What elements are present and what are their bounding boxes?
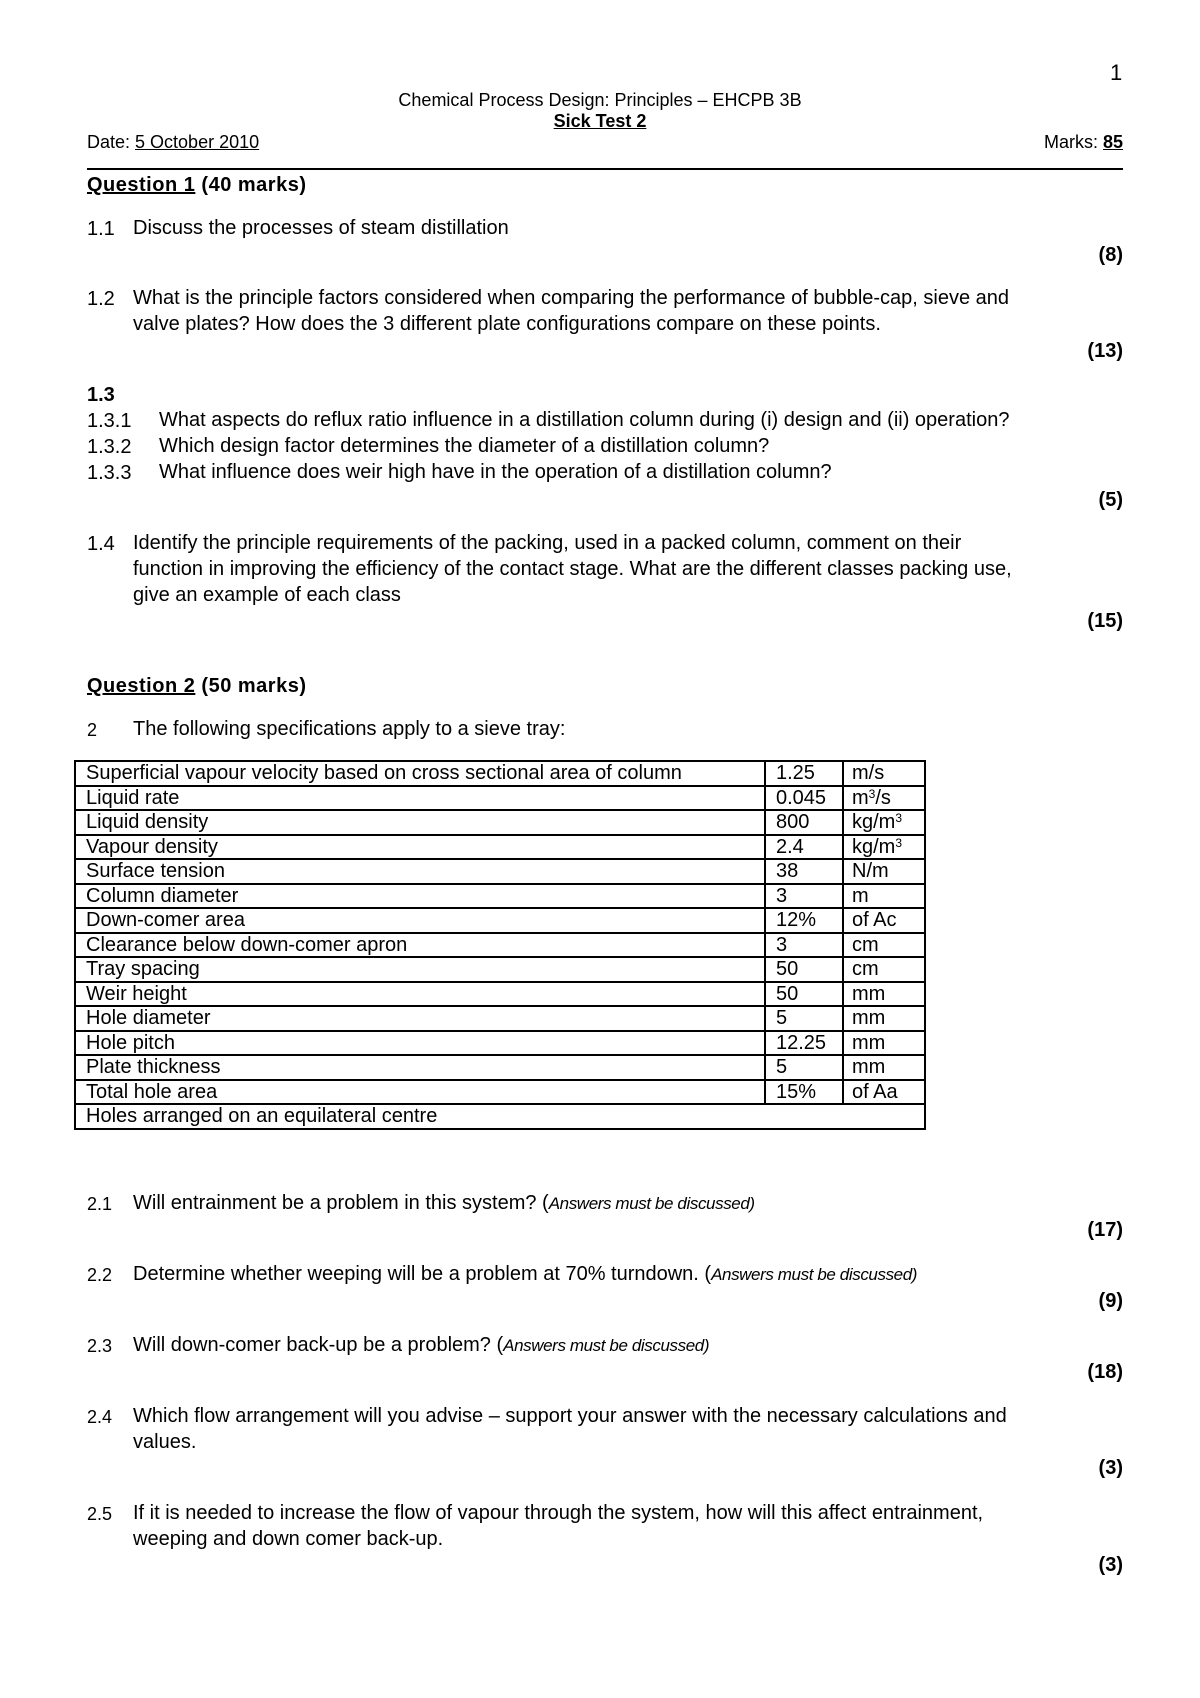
q2-2-close: ): [911, 1265, 918, 1284]
q2-5-marks: (3): [1098, 1554, 1123, 1576]
total-marks: [1044, 132, 1123, 153]
row-unit: [843, 786, 925, 811]
question-1-heading: [87, 174, 306, 197]
row-label: Liquid density: [75, 810, 765, 835]
table-row: [75, 1006, 925, 1031]
q2-4-line-2: values.: [133, 1431, 197, 1453]
page-number: 1: [1110, 60, 1123, 85]
table-row: [75, 933, 925, 958]
q1-4-line-1: Identify the principle requirements of the packing, used in a packed column, comment on their: [133, 532, 962, 554]
q2-4-line-1: Which flow arrangement will you advise – support your answer with the necessary calculations and: [133, 1405, 1007, 1427]
unit-base: kg/m: [852, 835, 896, 858]
q1-4-marks: (15): [1087, 610, 1123, 632]
q1-3-1-text: What aspects do reflux ratio influence in a distillation column during (i) design and (ii) operation?: [159, 409, 1010, 431]
q1-2-line-2: valve plates? How does the 3 different plate configurations compare on these points.: [133, 313, 881, 335]
unit-base: kg/m: [852, 811, 896, 834]
row-label: Vapour density: [75, 835, 765, 860]
spec-table: [74, 760, 926, 1130]
marks-value: 85: [1102, 132, 1123, 152]
q2-3-number: 2.3: [87, 1336, 113, 1356]
row-label: Surface tension: [75, 859, 765, 884]
row-unit: mm: [843, 1031, 925, 1056]
test-title: Sick Test 2: [553, 111, 647, 131]
table-row: [75, 859, 925, 884]
row-label: Plate thickness: [75, 1055, 765, 1080]
q2-2-text: [133, 1261, 917, 1288]
marks-label: Marks:: [1043, 132, 1103, 152]
header-rule: [87, 168, 1123, 170]
row-label: Tray spacing: [75, 957, 765, 982]
row-label: Weir height: [75, 982, 765, 1007]
row-value: 5: [765, 1006, 843, 1031]
row-unit: [843, 810, 925, 835]
q2-4-number: 2.4: [87, 1407, 113, 1427]
q1-1-marks: (8): [1098, 244, 1123, 266]
q2-3-note: Answers must be discussed: [503, 1336, 704, 1355]
row-unit: mm: [843, 1055, 925, 1080]
q2-3-text: [133, 1332, 709, 1359]
question-2-heading: [87, 675, 306, 698]
row-value: 12.25: [765, 1031, 843, 1056]
q2-5-text: [133, 1500, 983, 1552]
q1-2-line-1: What is the principle factors considered when comparing the performance of bubble-cap, sieve and: [133, 287, 1010, 309]
table-row: [75, 1031, 925, 1056]
date-label: Date:: [87, 132, 136, 152]
q2-2-question: Determine whether weeping will be a problem at 70% turndown. (: [133, 1263, 712, 1285]
question-2-title: Question 2: [87, 675, 196, 697]
row-unit: [843, 835, 925, 860]
table-row: [75, 810, 925, 835]
row-value: 3: [765, 933, 843, 958]
q1-2-marks: (13): [1087, 340, 1123, 362]
table-row: [75, 835, 925, 860]
date-line: [87, 132, 259, 153]
row-label: Down-comer area: [75, 908, 765, 933]
course-title: Chemical Process Design: Principles – EHCPB 3B: [398, 90, 802, 110]
table-row: [75, 957, 925, 982]
unit-sup: 3: [868, 786, 876, 801]
row-label: Hole diameter: [75, 1006, 765, 1031]
q1-4-line-2: function in improving the efficiency of the contact stage. What are the different classes packing use,: [133, 558, 1012, 580]
unit-tail: /s: [875, 786, 891, 809]
unit-sup: 3: [895, 835, 903, 850]
q1-3-3-number: 1.3.3: [87, 462, 132, 484]
q1-3-2-text: Which design factor determines the diameter of a distillation column?: [159, 435, 770, 457]
q2-1-number: 2.1: [87, 1194, 113, 1214]
row-value: 2.4: [765, 835, 843, 860]
row-label: Clearance below down-comer apron: [75, 933, 765, 958]
q2-3-question: Will down-comer back-up be a problem? (: [133, 1334, 504, 1356]
q2-1-text: [133, 1190, 755, 1217]
row-unit: cm: [843, 957, 925, 982]
question-1-marks: (40 marks): [195, 174, 307, 196]
row-value: 50: [765, 982, 843, 1007]
table-row: [75, 884, 925, 909]
row-unit: cm: [843, 933, 925, 958]
row-label: Column diameter: [75, 884, 765, 909]
unit-base: m: [852, 786, 869, 809]
q2-intro-number: 2: [87, 720, 98, 740]
q1-2-text: [133, 285, 1009, 337]
row-value: 12%: [765, 908, 843, 933]
row-value: 800: [765, 810, 843, 835]
table-row: [75, 786, 925, 811]
q1-4-number: 1.4: [87, 533, 115, 555]
row-value: 38: [765, 859, 843, 884]
q2-3-close: ): [703, 1336, 710, 1355]
q1-3-1-number: 1.3.1: [87, 410, 132, 432]
row-value: 0.045: [765, 786, 843, 811]
q1-1-number: 1.1: [87, 218, 115, 240]
q1-3-number: 1.3: [87, 384, 115, 406]
row-label: Liquid rate: [75, 786, 765, 811]
q1-1-text: Discuss the processes of steam distillation: [133, 217, 509, 239]
table-row: [75, 761, 925, 786]
row-unit: of Aa: [843, 1080, 925, 1105]
row-label: Total hole area: [75, 1080, 765, 1105]
row-value: 3: [765, 884, 843, 909]
row-value: 1.25: [765, 761, 843, 786]
row-value: 5: [765, 1055, 843, 1080]
table-row: [75, 982, 925, 1007]
q1-4-line-3: give an example of each class: [133, 584, 401, 606]
row-unit: of Ac: [843, 908, 925, 933]
row-unit: mm: [843, 1006, 925, 1031]
q2-intro-text: The following specifications apply to a sieve tray:: [133, 718, 566, 740]
date-value: 5 October 2010: [135, 132, 260, 152]
q2-5-number: 2.5: [87, 1504, 113, 1524]
q1-3-3-text: What influence does weir high have in the operation of a distillation column?: [159, 461, 832, 483]
row-label: Superficial vapour velocity based on cross sectional area of column: [75, 761, 765, 786]
table-row: [75, 1055, 925, 1080]
row-value: 15%: [765, 1080, 843, 1105]
q2-1-close: ): [749, 1194, 755, 1213]
q2-2-marks: (9): [1098, 1290, 1123, 1312]
unit-sup: 3: [895, 811, 903, 826]
row-unit: m/s: [843, 761, 925, 786]
q2-1-marks: (17): [1087, 1219, 1123, 1241]
row-unit: mm: [843, 982, 925, 1007]
row-label: Hole pitch: [75, 1031, 765, 1056]
q1-2-number: 1.2: [87, 288, 115, 310]
table-footer-row: [75, 1104, 925, 1129]
q2-5-line-2: weeping and down comer back-up.: [133, 1528, 444, 1550]
row-unit: m: [843, 884, 925, 909]
row-value: 50: [765, 957, 843, 982]
table-row: [75, 1080, 925, 1105]
q2-3-marks: (18): [1087, 1361, 1123, 1383]
q2-1-question: Will entrainment be a problem in this system? (: [133, 1192, 549, 1214]
q1-3-marks: (5): [1098, 489, 1123, 511]
q2-5-line-1: If it is needed to increase the flow of vapour through the system, how will this affect entrainment,: [133, 1502, 984, 1524]
q1-4-text: [133, 530, 1012, 608]
row-unit: N/m: [843, 859, 925, 884]
q1-3-2-number: 1.3.2: [87, 436, 132, 458]
q2-4-marks: (3): [1098, 1457, 1123, 1479]
table-footer: Holes arranged on an equilateral centre: [75, 1104, 925, 1129]
q2-4-text: [133, 1403, 1007, 1455]
q2-1-note: Answers must be discussed: [548, 1194, 750, 1213]
q2-2-number: 2.2: [87, 1265, 113, 1285]
table-row: [75, 908, 925, 933]
question-1-title: Question 1: [87, 174, 196, 196]
q2-2-note: Answers must be discussed: [711, 1265, 912, 1284]
question-2-marks: (50 marks): [195, 675, 307, 697]
